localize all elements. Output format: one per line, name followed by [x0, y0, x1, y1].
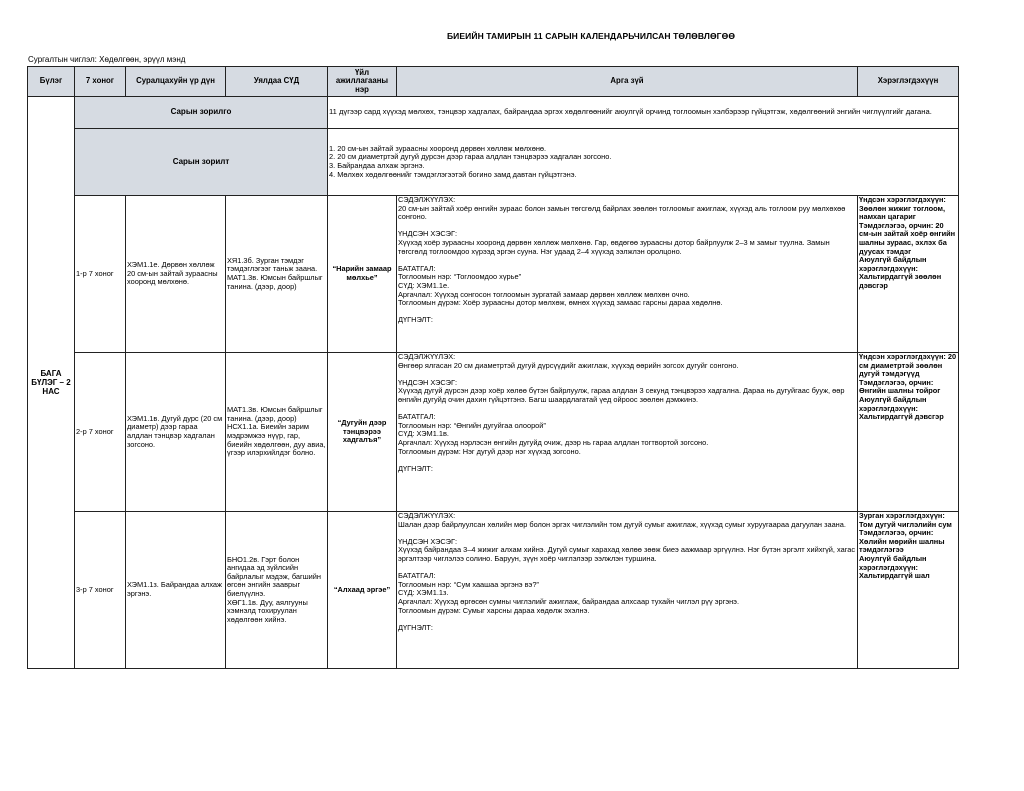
- method-list: [398, 512, 856, 667]
- materials-text: Хальтирдаггүй шал: [859, 571, 930, 581]
- method-line: ДҮГНЭЛТ:: [398, 315, 433, 325]
- method-line: Тоглоомын дүрэм: Хоёр зураасны дотор мөлхөж, өмнөх хүүхэд замаас гарсны дараа хөдөлнө.: [398, 298, 723, 308]
- materials-list: [859, 196, 957, 351]
- method-gap: [398, 222, 856, 231]
- method-line: СЭДЭЛЖҮҮЛЭХ:: [398, 512, 456, 520]
- week-activity: “Нарийн замаар мөлхье”: [328, 196, 397, 353]
- week-row: [28, 353, 959, 512]
- materials-text: Том дугуй чиглэлийн сум: [859, 519, 952, 529]
- materials-item: [859, 256, 957, 290]
- method-gap: [398, 456, 856, 465]
- monthly-objective-label: Сарын зорилт: [75, 129, 328, 196]
- week-activity: “Дугуйн дээр тэнцвэрээ хадгалъя”: [328, 353, 397, 512]
- monthly-goal-text: 11 дүгээр сард хүүхэд мөлхөх, тэнцвэр хадгалах, байрандаа эргэх хөдөлгөөнийг аюулгүй орчинд тоглоомын хэлбэрээр гүйцэтгэж, хөдөлгөөний энгийн чиглүүлгийг дагана.: [328, 97, 959, 129]
- method-line: Аргачлал: Хүүхэд өргөсөн сумны чиглэлийг ажиглаж, байрандаа алхсаар тухайн чиглэл рүү эргэнэ.: [398, 596, 740, 606]
- materials-text: Зөөлөн жижиг тоглоом, намхан цагариг: [859, 203, 946, 222]
- materials-text: Хальтирдаггүй дэвсгэр: [859, 412, 944, 422]
- method-line: Хүүхэд дугуй дүрсэн дээр хоёр хөлөө бүтэн байрлуулж, гараа алдлан 3 секунд тэнцвэрээ хадгална. Дараа нь дугуйгаас бууж, өөр өнгийн дугуйд очин дахин гүйцэтгэнэ. Багш шаардлагатай үед ойроос зөөлөн дэмжинэ.: [398, 386, 845, 404]
- week-materials: [858, 512, 959, 669]
- method-line: Хүүхэд байрандаа 3–4 жижиг алхам хийнэ. Дугуй сумыг харахад хөлөө зөөж биеэ аажмаар эргүүлнэ. Нэг бүтэн эргэлт хийхгүй, хагас эргэлтээр чиглэлээ солино. Баруун, зүүн хоёр чиглэлээр ээлжлэн туршина.: [398, 545, 856, 563]
- method-line: ҮНДСЭН ХЭСЭГ:: [398, 536, 458, 546]
- materials-label: Аюулгүй байдлын хэрэглэгдэхүүн:: [859, 553, 927, 572]
- materials-text: Хальтирдаггүй зөөлөн дэвсгэр: [859, 272, 942, 290]
- week-materials: [858, 196, 959, 353]
- week-label: 1-р 7 хоног: [75, 196, 126, 353]
- header-activity: Үйл ажиллагааны нэр: [328, 67, 397, 97]
- week-method: [397, 512, 858, 669]
- monthly-objective-row: [28, 129, 959, 196]
- materials-label: Тэмдэглэгээ, орчин:: [859, 377, 934, 387]
- header-outcome: Суралцахуйн үр дүн: [126, 67, 226, 97]
- method-line: Тоглоомын дүрэм: Нэг дугуй дээр нэг хүүхэд зогсоно.: [398, 446, 581, 456]
- objective-line: 2. 20 см диаметртэй дугуй дурсэн дээр гараа алдлан тэнцвэрээ хадгалан зогсоно.: [329, 152, 612, 162]
- week-link: ХЯ1.3б. Зурган тэмдэг тэмдэглэгээг таньж заана. МАТ1.3в. Юмсын байршлыг танина. (дээр, доор): [226, 196, 328, 353]
- method-line: СЭДЭЛЖҮҮЛЭХ:: [398, 353, 456, 361]
- week-label: 2-р 7 хоног: [75, 353, 126, 512]
- header-row: [28, 67, 959, 97]
- week-outcome: ХЭМ1.1в. Дугуй дурс (20 см диаметр) дээр гараа алдлан тэнцвэр хадгалан зогсоно.: [126, 353, 226, 512]
- materials-label: Тэмдэглэгээ, орчин:: [859, 220, 936, 230]
- header-link: Уялдаа СҮД: [226, 67, 328, 97]
- week-outcome: ХЭМ1.1е. Дөрвөн хөллөж 20 см-ын зайтай зураасны хооронд мөлхөнө.: [126, 196, 226, 353]
- week-label: 3-р 7 хоног: [75, 512, 126, 669]
- materials-label: Үндсэн хэрэглэгдэхүүн:: [859, 196, 946, 204]
- method-line: Аргачлал: Хүүхэд сонгосон тоглоомын зургатай замаар дөрвөн хөллөж мөлхөн очно.: [398, 289, 690, 299]
- method-gap: [398, 615, 856, 624]
- group-name: БАГА БҮЛЭГ – 2 НАС: [28, 97, 75, 669]
- plan-table: [27, 66, 959, 669]
- learning-direction: Сургалтын чиглэл: Хөдөлгөөн, эрүүл мэнд: [28, 55, 186, 64]
- method-line: БАТАТГАЛ:: [398, 263, 436, 273]
- materials-text: Өнгийн шалны тойрог: [859, 386, 941, 396]
- method-gap: [398, 529, 856, 538]
- method-line: СҮД: ХЭМ1.1з.: [398, 588, 449, 598]
- method-list: [398, 353, 856, 510]
- method-line: ДҮГНЭЛТ:: [398, 463, 433, 473]
- method-line: Тоглоомын нэр: “Сум хаашаа эргэнэ вэ?”: [398, 579, 539, 589]
- header-group: Бүлэг: [28, 67, 75, 97]
- monthly-goal-label: Сарын зорилго: [75, 97, 328, 129]
- method-gap: [398, 308, 856, 317]
- method-line: Тоглоомын дүрэм: Сумыг харсны дараа хөдөлж эхэлнэ.: [398, 605, 590, 615]
- materials-text: 20 см-ын зайтай хоёр өнгийн шалны зураас, эхлэх ба дуусах тэмдэг: [859, 220, 956, 256]
- week-method: [397, 353, 858, 512]
- method-line: БАТАТГАЛ:: [398, 412, 436, 422]
- document-title: БИЕИЙН ТАМИРЫН 11 САРЫН КАЛЕНДАРЬЧИЛСАН ТӨЛӨВЛӨГӨӨ: [446, 31, 736, 41]
- materials-item: [859, 555, 957, 581]
- method-line: ҮНДСЭН ХЭСЭГ:: [398, 229, 458, 239]
- week-link: МАТ1.3в. Юмсын байршлыг танина. (дээр, доор) НСХ1.1а. Биеийн зарим мэдрэмжээ нүүр, гар, биеийн хөдөлгөөн, дуу авиа, үгээр илэрхийлдэг болно.: [226, 353, 328, 512]
- method-gap: [398, 256, 856, 265]
- materials-item: [859, 222, 957, 256]
- header-week: 7 хоног: [75, 67, 126, 97]
- method-gap: [398, 564, 856, 573]
- method-line: ДҮГНЭЛТ:: [398, 622, 433, 632]
- materials-item: [859, 512, 957, 529]
- monthly-objective-list: [328, 129, 959, 196]
- materials-item: [859, 196, 957, 222]
- materials-text: Хөлийн мөрийн шалны тэмдэглэгээ: [859, 536, 945, 555]
- objective-line: 3. Байрандаа алхаж эргэнэ.: [329, 161, 425, 170]
- method-line: БАТАТГАЛ:: [398, 571, 436, 581]
- materials-item: [859, 529, 957, 555]
- materials-text: 20 см диаметртэй зөөлөн дугуй тэмдэгүүд: [859, 353, 957, 379]
- materials-label: Зурган хэрэглэгдэхүүн:: [859, 512, 945, 520]
- materials-item: [859, 396, 957, 422]
- method-line: Шалан дээр байрлуулсан хөлийн мөр болон эргэх чиглэлийн том дугуй сумыг ажиглаж, хүүхэд сумыг хуруугаараа дагуулан заана.: [398, 519, 846, 529]
- monthly-goal-row: [28, 97, 959, 129]
- method-line: ҮНДСЭН ХЭСЭГ:: [398, 377, 458, 387]
- method-gap: [398, 370, 856, 379]
- method-line: Хүүхэд хоёр зураасны хооронд дөрвөн хөллөж мөлхөнө. Гар, өвдөгөө зураасны дотор байрлуулж 2–3 м замыг туулна. Замын төгсгөлд тоглоомдоо хүрээд эргэн сууна. Нэг удаад 2–4 хүүхэд ээлжлэн оролцоно.: [398, 237, 830, 256]
- week-row: [28, 196, 959, 353]
- materials-label: Тэмдэглэгээ, орчин:: [859, 528, 934, 538]
- week-row: [28, 512, 959, 669]
- objective-line: 1. 20 см-ын зайтай зураасны хооронд дөрвөн хөллөж мөлхөнө.: [329, 143, 547, 153]
- method-line: Тоглоомын нэр: “Өнгийн дугуйгаа олоорой”: [398, 420, 546, 430]
- method-line: Аргачлал: Хүүхэд нэрлэсэн өнгийн дугуйд очиж, дээр нь гараа алдлан тогтвортой зогсоно.: [398, 437, 709, 447]
- materials-label: Аюулгүй байдлын хэрэглэгдэхүүн:: [859, 255, 927, 273]
- materials-list: [859, 353, 957, 510]
- method-gap: [398, 405, 856, 414]
- week-activity: “Алхаад эргэе”: [328, 512, 397, 669]
- method-line: Өнгөөр ялгасан 20 см диаметртэй дугуй дүрсүүдийг ажиглаж, хүүхэд өөрийн зогсох дугуйг сонгоно.: [398, 360, 739, 370]
- method-line: СҮД: ХЭМ1.1в.: [398, 429, 449, 439]
- materials-item: [859, 353, 957, 379]
- materials-item: [859, 379, 957, 396]
- materials-label: Үндсэн хэрэглэгдэхүүн:: [859, 353, 948, 361]
- materials-list: [859, 512, 957, 667]
- method-line: 20 см-ын зайтай хоёр өнгийн зураас болон замын төгсгөлд байрлах зөөлөн тоглоомыг ажиглаж, хүүхэд аль тоглоом руу мөлхөхөө сонгоно.: [398, 203, 846, 222]
- objective-line: 4. Мөлхөх хөдөлгөөнийг тэмдэглэгээтэй богино замд давтан гүйцэтгэнэ.: [329, 169, 577, 179]
- week-outcome: ХЭМ1.1з. Байрандаа алхаж эргэнэ.: [126, 512, 226, 669]
- method-list: [398, 196, 856, 351]
- week-materials: [858, 353, 959, 512]
- materials-label: Аюулгүй байдлын хэрэглэгдэхүүн:: [859, 394, 927, 413]
- header-materials: Хэрэглэгдэхүүн: [858, 67, 959, 97]
- method-line: СҮД: ХЭМ1.1е.: [398, 280, 450, 290]
- method-line: Тоглоомын нэр: “Тоглоомдоо хүрье”: [398, 272, 522, 282]
- week-method: [397, 196, 858, 353]
- week-link: БНО1.2в. Гэрт болон ангидаа эд зүйлсийн байрлалыг мэдэж, багшийн өгсөн энгийн зааврыг биелүүлнэ. ХӨГ1.1в. Дуу, аялгууны хэмнэлд тохируулан хөдөлгөөн хийнэ.: [226, 512, 328, 669]
- method-line: СЭДЭЛЖҮҮЛЭХ:: [398, 196, 456, 204]
- header-method: Арга зүй: [397, 67, 858, 97]
